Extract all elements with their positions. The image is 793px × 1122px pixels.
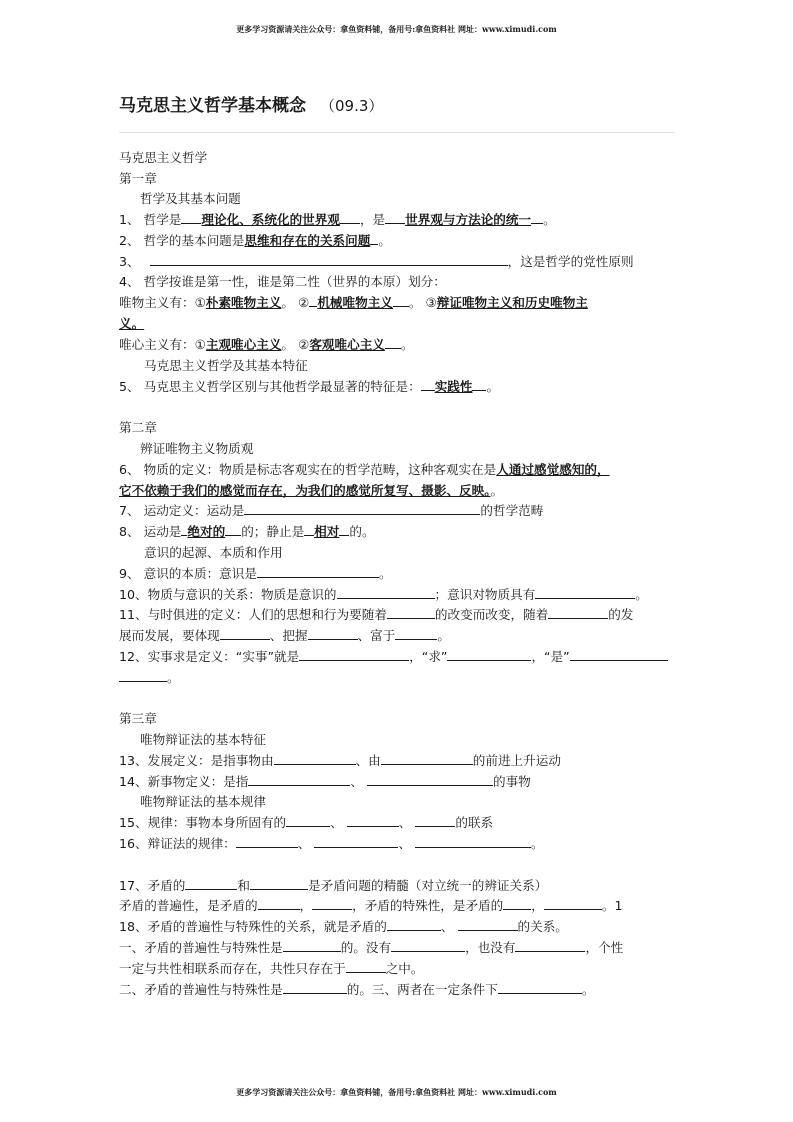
answer-blank (421, 378, 435, 391)
answer-blank (337, 586, 435, 599)
answer-blank (447, 648, 531, 661)
chapter-1-heading: 第一章 (119, 171, 157, 186)
answer-blank (503, 897, 531, 910)
answer-blank (236, 835, 298, 848)
answer-blank (304, 523, 314, 536)
answer-blank (339, 523, 349, 536)
answer-blank (385, 211, 405, 224)
question-11-cont: 展而发展，要体现 、把握 、富于 。 (119, 628, 450, 643)
answer-blank (119, 669, 167, 682)
answer-blank (220, 627, 270, 640)
subject-heading: 马克思主义哲学 (119, 150, 208, 165)
question-11: 11、与时俱进的定义：人们的思想和行为要随着 的改变而改变，随着 的发 (119, 607, 634, 622)
answer-blank (387, 606, 435, 619)
answer-blank (391, 939, 465, 952)
page-title (119, 91, 383, 116)
answer-blank (535, 586, 635, 599)
answer-blank (570, 648, 668, 661)
answer-text: 义。 (119, 316, 145, 331)
answer-blank (415, 814, 455, 827)
answer-blank (548, 606, 608, 619)
answer-blank (258, 897, 300, 910)
answer-blank (385, 336, 401, 349)
answer-blank (387, 918, 441, 931)
section-heading: 唯物辩证法的基本特征 (140, 732, 266, 747)
question-3: 3、 ，这是哲学的党性原则 (119, 254, 634, 269)
question-17: 17、矛盾的 和 是矛盾问题的精髓（对立统一的辨证关系） (119, 878, 548, 893)
question-1: 1、 哲学是 理论化、系统化的世界观 ，是 世界观与方法论的统一 。 (119, 212, 556, 227)
section-heading: 唯物辩证法的基本规律 (140, 794, 266, 809)
question-10: 10、物质与意识的关系：物质是意识的 ；意识对物质具有 。 (119, 587, 648, 602)
title-code: （09.3） (320, 97, 384, 115)
answer-blank (531, 211, 543, 224)
section-heading: 辨证唯物主义物质观 (140, 441, 254, 456)
section-heading: 哲学及其基本问题 (140, 191, 241, 206)
contradiction-line: 矛盾的普遍性，是矛盾的 ， ，矛盾的特殊性，是矛盾的 ， 。1 (119, 898, 623, 913)
top-banner: 更多学习资源请关注公众号：拿鱼资料铺，备用号:拿鱼资料社 网址：www.ximudi.com (236, 24, 557, 34)
answer-blank (346, 960, 386, 973)
answer-blank (250, 877, 308, 890)
answer-blank (458, 918, 518, 931)
question-16: 16、辩证法的规律： 、 、 。 (119, 836, 544, 851)
answer-blank (257, 565, 379, 578)
answer-blank (248, 773, 350, 786)
answer-text: 机械唯物主义 (317, 295, 393, 310)
bottom-banner: 更多学习资源请关注公众号：拿鱼资料铺，备用号:拿鱼资料社 网址：www.ximudi.com (236, 1087, 557, 1097)
question-15: 15、规律：事物本身所固有的 、 、 的联系 (119, 815, 494, 830)
question-7: 7、 运动定义：运动是 的哲学范畴 (119, 503, 544, 518)
chapter-3-heading: 第三章 (119, 711, 157, 726)
question-18: 18、矛盾的普遍性与特殊性的关系，就是矛盾的 、 的关系。 (119, 919, 568, 934)
materialism-line-cont (119, 315, 144, 333)
answer-blank (312, 897, 352, 910)
answer-text: 人通过感觉感知的， (496, 462, 610, 477)
question-2: 2、 哲学的基本问题是思维和存在的关系问题 。 (119, 233, 391, 248)
section-heading: 马克思主义哲学及其基本特征 (144, 358, 308, 373)
answer-blank (347, 814, 399, 827)
answer-blank (150, 253, 508, 266)
answer-blank (283, 939, 341, 952)
question-13: 13、发展定义：是指事物由 、由 的前进上升运动 (119, 753, 561, 768)
relation-line-2: 一定与共性相联系而存在，共性只存在于 之中。 (119, 961, 424, 976)
answer-blank (498, 981, 582, 994)
answer-blank (544, 897, 602, 910)
relation-line-3: 二、矛盾的普遍性与特殊性是 的。三、两者在一定条件下 。 (119, 982, 595, 997)
answer-blank (181, 211, 201, 224)
answer-text: 辩证唯物主义和历史唯物主 (436, 295, 588, 310)
answer-blank (274, 752, 356, 765)
idealism-line: 唯心主义有：①主观唯心主义。 ②客观唯心主义 。 (119, 337, 414, 352)
title-text: 马克思主义哲学基本概念 (119, 96, 306, 116)
answer-text: 客观唯心主义 (309, 337, 385, 352)
answer-blank (308, 627, 358, 640)
answer-blank (244, 502, 480, 515)
answer-blank (415, 835, 531, 848)
question-8: 8、 运动是 绝对的 的；静止是 相对 的。 (119, 524, 375, 539)
answer-blank (393, 294, 409, 307)
answer-text: 理论化、系统化的世界观 (201, 212, 340, 227)
materialism-line: 唯物主义有：①朴素唯物主义。 ② 机械唯物主义 。 ③辩证唯物主义和历史唯物主 (119, 295, 588, 310)
question-9: 9、 意识的本质：意识是 。 (119, 566, 392, 581)
answer-blank (314, 835, 398, 848)
question-12: 12、实事求是定义：“实事”就是 ，“求” ，“是” (119, 648, 668, 666)
answer-text: 世界观与方法论的统一 (405, 212, 532, 227)
answer-text: 相对 (314, 524, 340, 539)
answer-blank (286, 814, 330, 827)
question-6-cont: 它不依赖于我们的感觉而存在，为我们的感觉所复写、摄影、反映。。 (119, 483, 504, 498)
answer-text: 思维和存在的关系问题 (244, 233, 371, 248)
question-5: 5、 马克思主义哲学区别与其他哲学最显著的特征是： 实践性 。 (119, 379, 500, 394)
answer-text: 朴素唯物主义 (205, 295, 282, 310)
answer-blank (299, 648, 409, 661)
relation-line-1: 一、矛盾的普遍性与特殊性是 的。没有 ，也没有 ，个性 (119, 940, 624, 955)
question-12-cont: 。 (119, 669, 180, 687)
answer-blank (395, 627, 437, 640)
section-heading: 意识的起源、本质和作用 (144, 545, 283, 560)
answer-text: 绝对的 (187, 524, 226, 539)
answer-blank (225, 523, 241, 536)
question-6: 6、 物质的定义：物质是标志客观实在的哲学范畴，这种客观实在是人通过感觉感知的， (119, 462, 610, 477)
answer-text: 它不依赖于我们的感觉而存在，为我们的感觉所复写、摄影、反映。 (119, 483, 491, 498)
answer-blank (367, 773, 493, 786)
answer-blank (515, 939, 585, 952)
title-divider (119, 132, 675, 133)
answer-blank (340, 211, 360, 224)
answer-blank (283, 981, 347, 994)
question-14: 14、新事物定义：是指 、 的事物 (119, 774, 531, 789)
chapter-2-heading: 第二章 (119, 420, 157, 435)
answer-text: 实践性 (434, 379, 473, 394)
answer-blank (472, 378, 486, 391)
answer-blank (381, 752, 473, 765)
answer-text: 主观唯心主义 (205, 337, 282, 352)
question-4: 4、 哲学按谁是第一性，谁是第二性（世界的本原）划分： (119, 274, 446, 289)
answer-blank (185, 877, 237, 890)
